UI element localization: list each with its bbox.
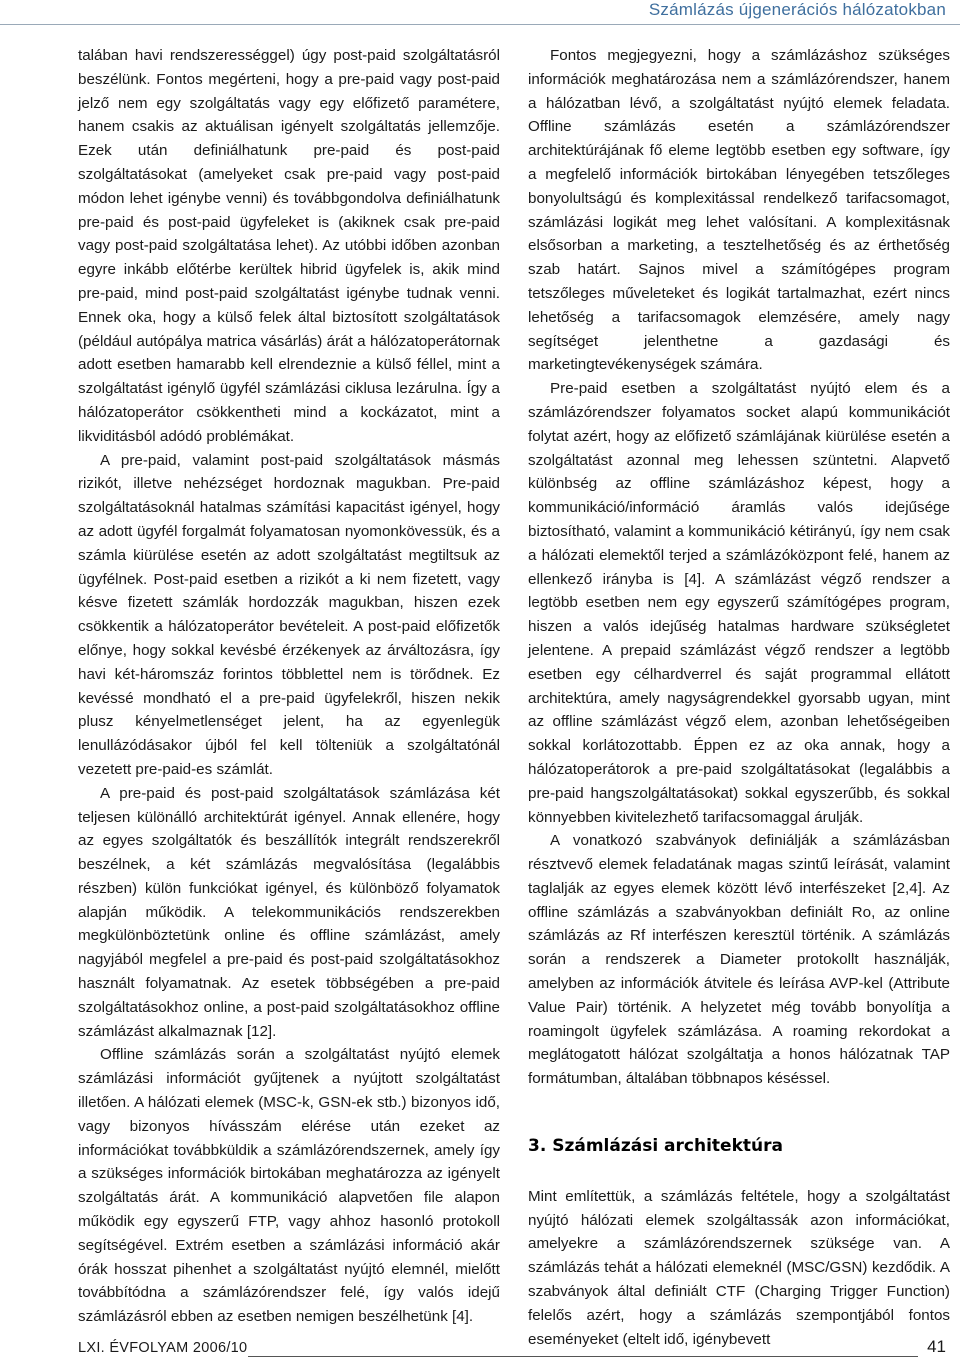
- header-rule: [0, 24, 960, 25]
- footer-rule: [248, 1356, 918, 1357]
- paragraph: A pre-paid és post-paid szolgáltatások számlázása két teljesen különálló architektúrát igényel. Annak ellenére, hogy az egyes szolgáltatók és beszállítók integrált rendszerekről beszélnek, a két számlázás megvalósítása (legalábbis részben) külön funkciókat igényel, és különböző folyamatok alapján működik. A telekommunikációs rendszerekben megkülönböztetünk online és offline számlázást, amely nagyjából megfelel a pre-paid és post-paid szolgáltatásokhoz használt folyamatnak. Az esetek többségében a pre-paid szolgáltatásokhoz online, a post-paid szolgáltatásokhoz offline számlázást alkalmaznak [12].: [78, 784, 500, 1040]
- paragraph: A pre-paid, valamint post-paid szolgáltatások másmás rizikót, illetve nehézséget hordoznak magukban. Pre-paid szolgáltatásoknál hatalmas számítási kapacitást igényel, hogy az adott ügyfél forgalmát folyamatosan nyomonkövessük, és a számla kiürülése esetén az adott szolgáltatást megtiltsuk az ügyfélnek. Post-paid esetben a rizikót a ki nem fizetett, vagy késve fizetett számlák hordozzák magukban, hiszen ezek csökkentik a hálózatoperátor bevételeit. A post-paid előfizetők előnye, hogy sokkal kevésbé érzékenyek az árváltozásra, így havi két-háromszáz forintos többlettel nem is törődnek. Ez kevéssé mondható el a pre-paid ügyfelekről, hiszen nekik plusz kényelmetlenséget jelent, ha az egyenlegük lenullázódásakor újból fel kell tölteniük a szolgáltatónál vezetett pre-paid-es számlát.: [78, 451, 500, 778]
- page-number: 41: [927, 1337, 946, 1356]
- right-column: [528, 44, 950, 1351]
- page-footer: [78, 1337, 946, 1362]
- volume-label: LXI. ÉVFOLYAM 2006/10: [78, 1340, 248, 1356]
- left-column: [78, 44, 500, 1329]
- paragraph: Offline számlázás során a szolgáltatást nyújtó elemek számlázási információt gyűjtenek a nyújtott szolgáltatást illetően. A hálózati elemek (MSC-k, GSN-ek stb.) bizonyos idő, vagy bizonyos hívásszám elérése után ezeket az információkat továbbküldik a számlázórendszernek, amely így a szükséges információk birtokában meghatározza az igényelt szolgáltatás árát. A kommunikáció alapvetően file alapon működik egy egyszerű FTP, vagy ahhoz hasonló protokoll segítségével. Extrém esetben a számlázási információ akár órák hosszat pihenhet a szolgáltatást nyújtó elemnél, mielőtt továbbítódna a számlázórendszer felé, így valós idejű számlázásról ebben az esetben nemigen beszélhetünk [4].: [78, 1046, 500, 1326]
- paragraph: Pre-paid esetben a szolgáltatást nyújtó elem és a számlázórendszer folyamatos socket alapú kommunikációt folytat azért, hogy az előfizető számlájának kiürülése esetén a szolgáltatást azonnal meg lehessen szüntetni. Alapvető különbség az offline számlázáshoz képest, hogy a kommunikáció/információ áramlás valós idejűsége biztosítható, valamint a kommunikáció kétirányú, így nem csak a hálózati elemektől terjed a számlázóközpont felé, hanem az ellenkező irányba is [4]. A számlázást végző rendszer a legtöbb esetben nem egy egyszerű számítógépes program, hiszen a valós idejűség hatalmas hardware szükségletet jelentene. A prepaid számlázást végző rendszer a legtöbb esetben egy célhardverrel és saját programmal ellátott architektúra, amely nagyságrendekkel gyorsabb ugyan, mint az offline számlázást végző elem, azonban lehetőségeiben sokkal korlátozottabb. Éppen ez az oka annak, hogy a hálózatoperátorok a pre-paid szolgáltatásokat (legalábbis a pre-paid hangszolgáltatásokat) sokkal egyszerűbb, és sokkal könnyebben kivitelezhető tarifacsomaggal árulják.: [528, 380, 950, 826]
- paragraph: A vonatkozó szabványok definiálják a számlázásban résztvevő elemek feladatának magas szintű leírását, valamint taglalják az egyes elemek között lévő interfészeket [2,4]. Az offline számlázás a szabványokban definiált Ro, az online számlázás az Rf interfészen keresztül történik. A számlázás során a rendszerek a Diameter protokollt használják, amelyben az információk átvitele és leírása AVP-kel (Attribute Value Pair) történik. A helyzetet még tovább bonyolítja a roamingolt ügyfelek számlázása. A roaming rekordokat a meglátogatott hálózat szolgáltatja a honos hálózatnak TAP formátumban, általában többnapos késéssel.: [528, 832, 950, 1088]
- running-title: Számlázás újgenerációs hálózatokban: [648, 0, 946, 19]
- paragraph: Fontos megjegyezni, hogy a számlázáshoz szükséges információk meghatározása nem a számlázórendszer, hanem a hálózatban lévő, a szolgáltatást nyújtó elemek feladata. Offline számlázás esetén a számlázórendszer architektúrájának fő eleme legtöbb esetben egy software, így a megfelelő információk birtokában lényegében tetszőleges bonyolultságú és komplexitással rendelkező tarifacsomagot, számlázási logikát meg lehet valósítani. A komplexitásnak elsősorban a marketing, a tesztelhetőség és az érthetőség szab határt. Sajnos mivel a számítógépes program tetszőleges műveleteket és logikát tartalmazhat, ezért nincs lehetőség a tarifacsomagok elemzésére, amely nagy segítséget jelenthetne a gazdasági és marketingtevékenységek számára.: [528, 47, 950, 374]
- paragraph: Mint említettük, a számlázás feltétele, hogy a szolgáltatást nyújtó hálózati elemek szolgáltassák azon információkat, amelyekre a számlázórendszernek szüksége van. A számlázás tehát a hálózati elemeknél (MSC/GSN) kezdődik. A szabványok által definiált CTF (Charging Trigger Function) felelős azért, hogy a számlázás szempontjából fontos eseményeket (eltelt idő, igénybevett: [528, 1187, 950, 1348]
- running-header: [0, 0, 960, 26]
- section-heading: 3. Számlázási architektúra: [528, 1136, 783, 1157]
- paragraph: talában havi rendszerességgel) úgy post-paid szolgáltatásról beszélünk. Fontos megérteni, hogy a pre-paid vagy post-paid jelző nem egy szolgáltatás vagy egy előfizető paramétere, hanem csakis az aktuálisan igényelt szolgáltatás jellemzője. Ezek után definiálhatunk pre-paid és post-paid szolgáltatásokat (amelyeket csak pre-paid vagy post-paid módon lehet igénybe venni) és továbbgondolva definiálhatunk pre-paid és post-paid ügyfeleket is (akiknek csak pre-paid vagy post-paid szolgáltatása lehet). Az utóbbi időben azonban egyre inkább előtérbe kerültek hibrid ügyfelek is, akik mind pre-paid, mind post-paid szolgáltatást igénybe tudnak venni. Ennek oka, hogy a külső felek által biztosított szolgáltatások (például autópálya matrica vásárlás) árát a hálózatoperátornak adott esetben hamarabb kell elrendeznie a külső féllel, mint a szolgáltatást igénylő ügyfél számlázási ciklusa lezárulna. Így a hálózatoperátor csökkentheti mind a kockázatot, mint a likviditásból adódó problémákat.: [78, 47, 500, 445]
